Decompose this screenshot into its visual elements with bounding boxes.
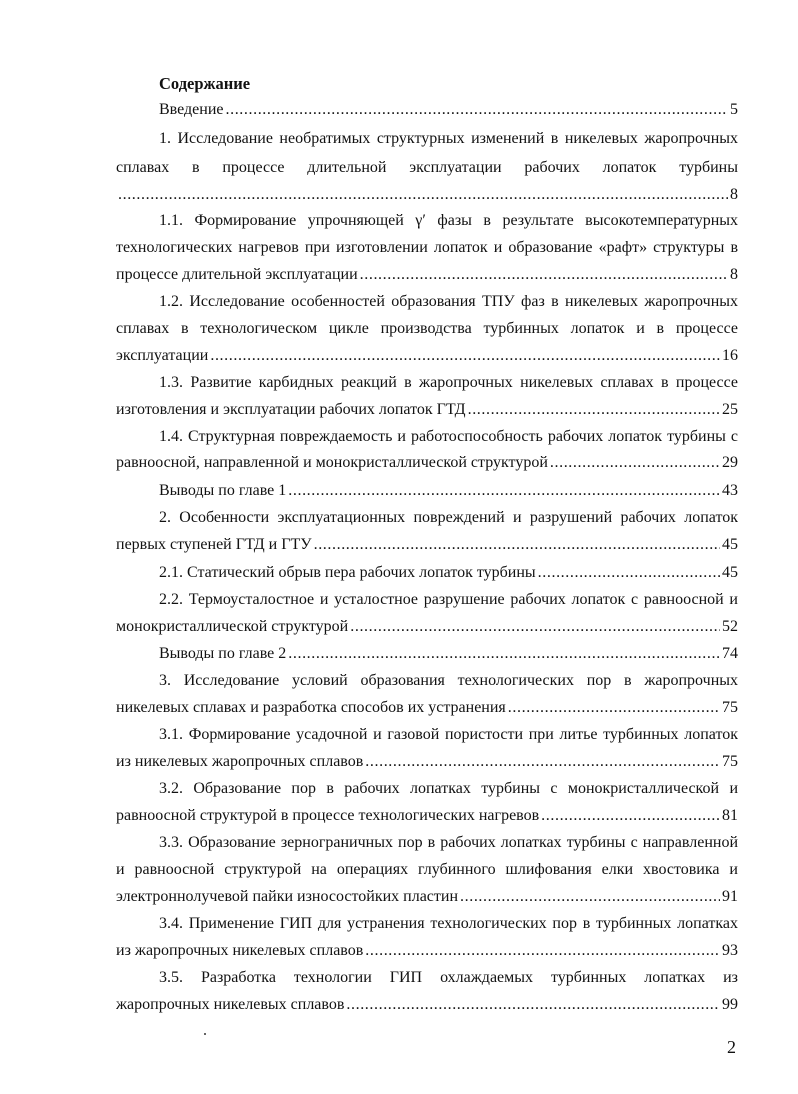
toc-page-number: 8: [730, 266, 738, 283]
toc-page-number: 45: [722, 564, 738, 581]
page-number: 2: [727, 1037, 736, 1057]
toc-leader-dots: [288, 644, 720, 664]
toc-entry-title: эксплуатации: [116, 347, 209, 364]
toc-leader-dots: [288, 481, 720, 501]
toc-entry-section-3-5[interactable]: [116, 995, 738, 1015]
toc-entry-title: Выводы по главе 2: [159, 645, 287, 662]
toc-entry-text-line: 3.4. Применение ГИП для устранения технологических пор в турбинных лопатках: [159, 915, 738, 932]
toc-entry-text-line: 1.3. Развитие карбидных реакций в жаропрочных никелевых сплавах в процессе: [159, 374, 738, 391]
toc-entry-section-2-1[interactable]: [159, 563, 738, 583]
toc-leader-dots: [314, 535, 720, 555]
toc-page-number: 43: [722, 482, 738, 499]
toc-leader-dots: [365, 941, 720, 961]
toc-entry-conclusions-2[interactable]: [159, 644, 738, 664]
toc-entry-section-3-3[interactable]: [116, 887, 738, 907]
toc-page-number: 5: [730, 101, 738, 118]
toc-entry-introduction[interactable]: [159, 100, 738, 120]
toc-entry-text-line: 1.4. Структурная повреждаемость и работоспособность рабочих лопаток турбины с: [159, 428, 738, 445]
toc-page-number: 8: [730, 186, 738, 203]
toc-leader-dots: [226, 100, 729, 120]
page-title: Содержание: [159, 74, 251, 93]
toc-leader-dots: [541, 806, 720, 826]
toc-entry-conclusions-1[interactable]: [159, 481, 738, 501]
toc-entry-text-line: 3.5. Разработка технологии ГИП охлаждаемых турбинных лопатках из: [159, 969, 738, 986]
toc-leader-dots: [508, 698, 720, 718]
toc-entry-text-line: сплавах в процессе длительной эксплуатации рабочих лопаток турбины: [116, 159, 738, 176]
toc-entry-title: из жаропрочных никелевых сплавов: [116, 942, 364, 959]
toc-page-number: 75: [722, 699, 738, 716]
toc-leader-dots: [210, 346, 720, 366]
toc-page-number: 16: [722, 347, 738, 364]
toc-leader-dots: [468, 400, 720, 420]
toc-entry-chapter-2[interactable]: [116, 535, 738, 555]
toc-page-number: 29: [722, 454, 738, 471]
toc-entry-title: равноосной, направленной и монокристаллической структурой: [116, 454, 548, 471]
toc-page-number: 25: [722, 401, 738, 418]
toc-entry-title: изготовления и эксплуатации рабочих лопаток ГТД: [116, 401, 466, 418]
toc-leader-dots: [346, 995, 720, 1015]
toc-entry-title: Введение: [159, 101, 224, 118]
toc-leader-dots: [550, 453, 720, 473]
toc-entry-text-line: и равноосной структурой на операциях глубинного шлифования елки хвостовика и: [116, 861, 738, 878]
toc-entry-text-line: сплавах в технологическом цикле производства турбинных лопаток и в процессе: [116, 320, 738, 337]
toc-entry-title: первых ступеней ГТД и ГТУ: [116, 536, 312, 553]
toc-entry-text-line: 1.2. Исследование особенностей образования ТПУ фаз в никелевых жаропрочных: [159, 293, 738, 310]
toc-entry-section-3-4[interactable]: [116, 941, 738, 961]
toc-entry-text-line: 2. Особенности эксплуатационных повреждений и разрушений рабочих лопаток: [159, 509, 738, 526]
toc-entry-section-1-2[interactable]: [116, 346, 738, 366]
toc-entry-text-line: 2.2. Термоусталостное и усталостное разрушение рабочих лопаток с равноосной и: [159, 591, 738, 608]
toc-page-number: 52: [722, 618, 738, 635]
toc-entry-text-line: технологических нагревов при изготовлении лопаток и образование «рафт» структуры в: [116, 239, 738, 256]
toc-entry-title: жаропрочных никелевых сплавов: [116, 996, 345, 1013]
toc-entry-section-1-4[interactable]: [116, 453, 738, 473]
toc-entry-title: монокристаллической структурой: [116, 618, 349, 635]
toc-entry-title: 2.1. Статический обрыв пера рабочих лопаток турбины: [159, 564, 536, 581]
toc-entry-chapter-3[interactable]: [116, 698, 738, 718]
toc-leader-dots: [118, 185, 728, 205]
toc-entry-text-line: 1. Исследование необратимых структурных изменений в никелевых жаропрочных: [159, 130, 738, 147]
scan-speck: [204, 1033, 206, 1035]
toc-entry-title: электроннолучевой пайки износостойких пластин: [116, 888, 459, 905]
toc-leader-dots: [350, 617, 720, 637]
toc-page-number: 93: [722, 942, 738, 959]
toc-page-number: 45: [722, 536, 738, 553]
toc-page-number: 75: [722, 753, 738, 770]
toc-entry-section-3-2[interactable]: [116, 806, 738, 826]
toc-page-number: 99: [722, 996, 738, 1013]
toc-page-number: 74: [722, 645, 738, 662]
toc-entry-text-line: 3.3. Образование зернограничных пор в рабочих лопатках турбины с направленной: [159, 834, 738, 851]
toc-entry-section-3-1[interactable]: [116, 752, 738, 772]
toc-entry-text-line: 3. Исследование условий образования технологических пор в жаропрочных: [159, 672, 738, 689]
toc-leader-dots: [365, 752, 720, 772]
toc-entry-section-1-3[interactable]: [116, 400, 738, 420]
toc-page-number: 81: [722, 807, 738, 824]
toc-entry-chapter-1[interactable]: [116, 185, 738, 205]
toc-entry-text-line: 3.2. Образование пор в рабочих лопатках турбины с монокристаллической и: [159, 780, 738, 797]
toc-entry-title: Выводы по главе 1: [159, 482, 287, 499]
toc-entry-title: процессе длительной эксплуатации: [116, 266, 358, 283]
toc-entry-text-line: 3.1. Формирование усадочной и газовой пористости при литье турбинных лопаток: [159, 726, 738, 743]
toc-entry-text-line: 1.1. Формирование упрочняющей γ′ фазы в результате высокотемпературных: [159, 212, 738, 229]
toc-leader-dots: [360, 265, 728, 285]
toc-entry-title: из никелевых жаропрочных сплавов: [116, 753, 364, 770]
toc-entry-title: никелевых сплавах и разработка способов их устранения: [116, 699, 506, 716]
toc-page-number: 91: [722, 888, 738, 905]
toc-entry-title: равноосной структурой в процессе технологических нагревов: [116, 807, 540, 824]
toc-leader-dots: [538, 563, 720, 583]
toc-leader-dots: [460, 887, 720, 907]
toc-entry-section-1-1[interactable]: [116, 265, 738, 285]
toc-entry-section-2-2[interactable]: [116, 617, 738, 637]
